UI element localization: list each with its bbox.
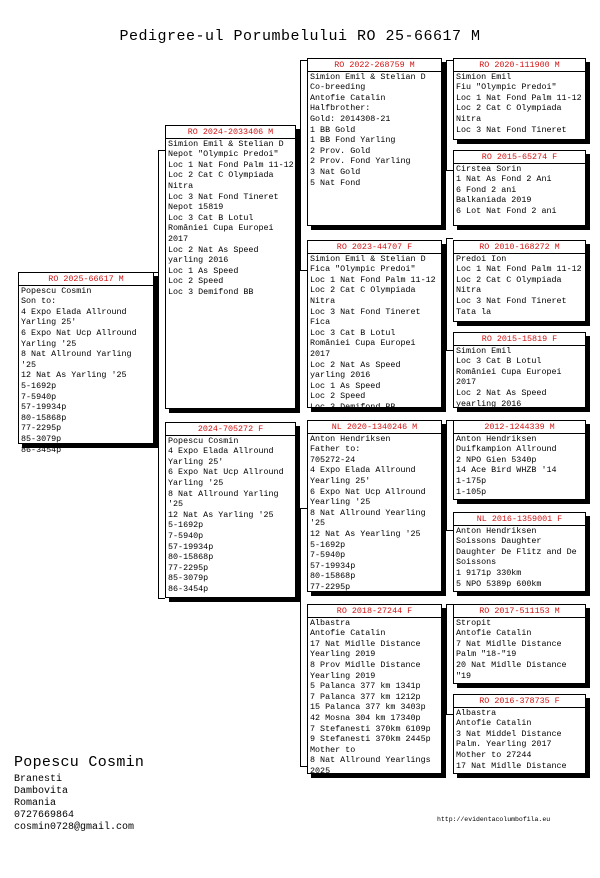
pedigree-line: 7-5940p [168, 530, 204, 541]
connector [446, 420, 447, 530]
pedigree-line: Loc 1 As Speed [310, 380, 381, 391]
pedigree-line: 86-3454p [21, 444, 62, 455]
pedigree-line: 7-5940p [21, 391, 57, 402]
pedigree-line: 1 Nat As Fond 2 Ani [456, 174, 552, 185]
owner-locality: Branesti [14, 774, 63, 785]
pedigree-line: Anton Hendriksen [456, 525, 537, 536]
pedigree-card-ssd[interactable] [453, 150, 586, 226]
pedigree-line: Antofie Catalin [310, 628, 386, 639]
ring-number: RO 2010-168272 M [454, 242, 585, 254]
pedigree-line: Co-breeding [310, 82, 366, 93]
pedigree-line: 2017 [310, 348, 331, 359]
pedigree-card-sdd[interactable] [453, 332, 586, 408]
pedigree-line: Loc 1 Nat Fond Palm 11-12 [456, 264, 582, 275]
ring-number: RO 2015-15819 F [454, 334, 585, 346]
pedigree-line: 80-15868p [310, 571, 356, 582]
pedigree-line: 7-5940p [310, 550, 346, 561]
pedigree-line: Fica [310, 317, 331, 328]
pedigree-line: 4 Expo Elada Allround [168, 446, 274, 457]
pedigree-line: "19 [456, 670, 472, 681]
pedigree-card-sss[interactable] [453, 58, 586, 140]
pedigree-line: Antofie Catalin [310, 92, 386, 103]
pedigree-line: Duifkampion Allround [456, 444, 557, 455]
pedigree-line: Soissons Daughter [456, 536, 542, 547]
pedigree-line: Nepot "Olympic Predoi" [168, 149, 279, 160]
pedigree-line: 2017 [168, 233, 189, 244]
connector [158, 598, 165, 599]
pedigree-line: Nitra [456, 285, 482, 296]
pedigree-line: 7 Stefanesti 370km 6109p [310, 723, 431, 734]
pedigree-line: 5 Nat Fond [310, 177, 361, 188]
pedigree-card-sire-dam[interactable] [307, 240, 442, 412]
pedigree-line: 14 Ace Bird WHZB '14 [456, 465, 557, 476]
pedigree-line: 6 Fond 2 ani [456, 184, 517, 195]
connector [446, 714, 453, 715]
pedigree-line: 2 Prov. Gold [310, 145, 371, 156]
pedigree-line: 1 9171p 330km [456, 567, 522, 578]
pedigree-line: Loc 3 Nat Fond Tineret [456, 124, 567, 135]
connector [446, 238, 453, 239]
pedigree-line: României Cupa Europei [456, 366, 562, 377]
pedigree-line: 12 Nat As Yearling '25 [310, 528, 421, 539]
website-link[interactable]: http://evidentacolumbofila.eu [437, 816, 551, 823]
pedigree-line: 57-19934p [168, 541, 214, 552]
connector [300, 60, 301, 270]
pedigree-line: Loc 3 Demifond BB [168, 286, 254, 297]
pedigree-line: Yarling '25 [21, 338, 77, 349]
pedigree-line: 8 Prov Midlle Distance [310, 659, 421, 670]
ring-number: 2012-1244339 M [454, 422, 585, 434]
pedigree-line: yarling 2016 [168, 255, 229, 266]
pedigree-line: '25 [310, 518, 326, 529]
pedigree-line: Palm "18-"19 [456, 649, 517, 660]
pedigree-line: Popescu Cosmin [168, 435, 239, 446]
pedigree-line: Balkaniada 2019 [456, 195, 532, 206]
pedigree-line: Yearling '25 [310, 497, 371, 508]
pedigree-line: Loc 2 Cat C Olympiada [168, 170, 274, 181]
pedigree-line: 77-2295p [310, 581, 351, 592]
pedigree-line: Yearling 25' [310, 475, 371, 486]
pedigree-line: Daughter De Flitz and De [456, 546, 577, 557]
pedigree-line: 1 BB Gold [310, 124, 356, 135]
pedigree-line: Yearling 2019 [310, 649, 376, 660]
pedigree-line: 17 Nat Midlle Distance [456, 760, 567, 771]
pedigree-line: 42 Mosna 304 km 17340p [310, 712, 421, 723]
pedigree-card-dam[interactable] [165, 422, 296, 598]
connector [300, 60, 307, 61]
pedigree-line: 1-105p [456, 486, 487, 497]
pedigree-line: 9 Stefanesti 370km 2445p [310, 734, 431, 745]
connector [446, 604, 453, 605]
connector [158, 150, 165, 151]
connector [300, 766, 307, 767]
pedigree-line: Albastra [456, 707, 497, 718]
connector [446, 604, 447, 714]
pedigree-card-subject[interactable] [18, 272, 154, 455]
pedigree-line: Cirstea Sorin [456, 163, 522, 174]
pedigree-line: Popescu Cosmin [21, 285, 92, 296]
pedigree-line: 2025 [310, 765, 331, 776]
pedigree-line: Loc 3 Cat B Lotul [310, 327, 396, 338]
pedigree-line: 8 Nat Allround Yarling [168, 488, 279, 499]
ring-number: RO 2022-268759 M [308, 60, 441, 72]
pedigree-line: Loc 2 Cat C Olympiada [310, 285, 416, 296]
pedigree-card-sire[interactable] [165, 125, 296, 409]
pedigree-line: Fica "Olympic Predoi" [310, 264, 416, 275]
pedigree-line: Simion Emil [456, 345, 512, 356]
pedigree-line: Yarling '25 [168, 477, 224, 488]
pedigree-line: 6 Expo Nat Ucp Allround [168, 467, 284, 478]
pedigree-line: Mother to [310, 744, 356, 755]
pedigree-line: Yearling 2019 [310, 670, 376, 681]
pedigree-line: 85-3079p [168, 573, 209, 584]
pedigree-line: Loc 3 Cat B Lotul [168, 212, 254, 223]
pedigree-line: Halfbrother: [310, 103, 371, 114]
connector [446, 530, 453, 531]
pedigree-line: 6 Expo Nat Ucp Allround [21, 327, 137, 338]
connector [446, 60, 447, 170]
pedigree-line: Simion Emil & Stelian D [168, 138, 284, 149]
pedigree-line: '25 [21, 359, 37, 370]
connector [446, 350, 453, 351]
pedigree-line: Loc 1 As Speed [168, 265, 239, 276]
pedigree-line: Anton Hendriksen [456, 433, 537, 444]
pedigree-line: Loc 1 Nat Fond Palm 11-12 [310, 274, 436, 285]
connector [300, 508, 307, 509]
ring-number: NL 2020-1340246 M [308, 422, 441, 434]
pedigree-line: '25 [168, 499, 184, 510]
pedigree-line: Loc 1 Nat Fond Palm 11-12 [456, 92, 582, 103]
pedigree-line: 12 Nat As Yarling '25 [21, 370, 127, 381]
pedigree-line: 5-1692p [168, 520, 204, 531]
pedigree-line: Antofie Catalin [456, 628, 532, 639]
connector [446, 60, 453, 61]
connector [158, 150, 159, 598]
pedigree-line: 2 NPO Gien 5340p [456, 454, 537, 465]
pedigree-line: Son to: [21, 296, 57, 307]
pedigree-line: Simion Emil & Stelian D [310, 71, 426, 82]
pedigree-line: Loc 2 Speed [310, 391, 366, 402]
pedigree-line: 6 Expo Nat Ucp Allround [310, 486, 426, 497]
pedigree-line: Loc 1 Nat Fond Palm 11-12 [168, 159, 294, 170]
pedigree-line: 8 Nat Allround Yarling [21, 349, 132, 360]
pedigree-line: Stropit [456, 617, 492, 628]
pedigree-line: Simion Emil & Stelian D [310, 253, 426, 264]
pedigree-line: Anton Hendriksen [310, 433, 391, 444]
pedigree-line: Loc 3 Nat Fond Tineret [456, 295, 567, 306]
pedigree-line: Albastra [310, 617, 351, 628]
pedigree-line: 6 Lot Nat Fond 2 ani [456, 205, 557, 216]
pedigree-line: Loc 3 Nat Fond Tineret [310, 306, 421, 317]
pedigree-line: Nitra [168, 180, 194, 191]
pedigree-line: Yarling 25' [168, 456, 224, 467]
pedigree-line: 2 Prov. Fond Yarling [310, 156, 411, 167]
pedigree-line: Antofie Catalin [456, 718, 532, 729]
ring-number: 2024-705272 F [166, 424, 295, 436]
pedigree-line: Father to: [310, 444, 361, 455]
pedigree-line: 12 Nat As Yarling '25 [168, 509, 274, 520]
pedigree-line: Nitra [456, 113, 482, 124]
owner-info [14, 754, 144, 834]
pedigree-line: 8 Nat Allround Yearlings [310, 755, 431, 766]
pedigree-line: 57-19934p [21, 402, 67, 413]
pedigree-line: 2017 [456, 377, 477, 388]
pedigree-line: 8 Nat Allround Yearling [310, 507, 426, 518]
pedigree-card-ddd[interactable] [453, 694, 586, 774]
ring-number: RO 2018-27244 F [308, 606, 441, 618]
pedigree-line: Loc 3 Demifond BB [310, 401, 396, 412]
pedigree-line: Mother to 27244 [456, 749, 532, 760]
ring-number: RO 2025-66617 M [19, 274, 153, 286]
pedigree-line: Palm. Yearling 2017 [456, 739, 552, 750]
connector [446, 420, 453, 421]
pedigree-line: 705272-24 [310, 454, 356, 465]
pedigree-line: Nepot 15819 [168, 202, 224, 213]
pedigree-line: 4 Expo Elada Allround [21, 306, 127, 317]
pedigree-line: 1-175p [456, 475, 487, 486]
pedigree-line: 4 Expo Elada Allround [310, 465, 416, 476]
pedigree-line: 5-1692p [21, 380, 57, 391]
connector [300, 508, 301, 766]
pedigree-line: 77-2295p [168, 562, 209, 573]
pedigree-line: Loc 2 Cat C Olympiada [456, 274, 562, 285]
pedigree-line: Loc 2 Nat As Speed [310, 359, 401, 370]
pedigree-line: 57-19934p [310, 560, 356, 571]
pedigree-card-dam-dam[interactable] [307, 604, 442, 774]
pedigree-line: Loc 3 Nat Fond Tineret [168, 191, 279, 202]
pedigree-line: Soissons [456, 557, 497, 568]
pedigree-line: 5 Palanca 377 km 1341p [310, 681, 421, 692]
pedigree-line: 20 Nat Midlle Distance [456, 659, 567, 670]
pedigree-card-dsd[interactable] [453, 512, 586, 592]
ring-number: RO 2017-511153 M [454, 606, 585, 618]
pedigree-line: Yarling 25' [21, 317, 77, 328]
pedigree-card-sds[interactable] [453, 240, 586, 322]
ring-number: NL 2016-1359001 F [454, 514, 585, 526]
pedigree-line: 85-3079p [21, 433, 62, 444]
connector [154, 272, 159, 273]
owner-phone: 0727669864 [14, 810, 75, 821]
pedigree-line: yarling 2016 [310, 370, 371, 381]
pedigree-line: Loc 3 Cat B Lotul [456, 356, 542, 367]
owner-email[interactable]: cosmin0728@gmail.com [14, 822, 135, 833]
pedigree-line: Predoi Ion [456, 253, 507, 264]
pedigree-line: 77-2295p [21, 423, 62, 434]
ring-number: RO 2023-44707 F [308, 242, 441, 254]
pedigree-line: 1 BB Fond Yarling [310, 135, 396, 146]
pedigree-line: Gold: 2014308-21 [310, 113, 391, 124]
pedigree-line: României Cupa Europei [168, 223, 274, 234]
pedigree-card-sire-sire[interactable] [307, 58, 442, 226]
connector [300, 270, 307, 271]
pedigree-line: Loc 2 Cat C Olympiada [456, 103, 562, 114]
ring-number: RO 2020-111900 M [454, 60, 585, 72]
pedigree-line: 3 Nat Gold [310, 166, 361, 177]
page-title: Pedigree-ul Porumbelului RO 25-66617 M [119, 28, 481, 45]
pedigree-line: 5 NPO 5389p 600km [456, 578, 542, 589]
pedigree-card-dds[interactable] [453, 604, 586, 684]
pedigree-line: Loc 2 Nat As Speed [168, 244, 259, 255]
pedigree-line: 7 Nat Midlle Distance [456, 638, 562, 649]
pedigree-line: Tata la [456, 306, 492, 317]
connector [446, 238, 447, 350]
pedigree-card-dss[interactable] [453, 420, 586, 500]
pedigree-line: 15 Palanca 377 km 3403p [310, 702, 426, 713]
ring-number: RO 2016-378735 F [454, 696, 585, 708]
pedigree-line: yearling 2016 [456, 398, 522, 409]
pedigree-line: României Cupa Europei [310, 338, 416, 349]
ring-number: RO 2024-2033406 M [166, 127, 295, 139]
pedigree-line: 80-15868p [21, 412, 67, 423]
ring-number: RO 2015-65274 F [454, 152, 585, 164]
pedigree-line: 86-3454p [168, 583, 209, 594]
pedigree-card-dam-sire[interactable] [307, 420, 442, 592]
pedigree-line: 80-15868p [168, 552, 214, 563]
connector [446, 170, 453, 171]
pedigree-line: 5-1692p [310, 539, 346, 550]
pedigree-line: Loc 2 Speed [168, 276, 224, 287]
pedigree-line: Simion Emil [456, 71, 512, 82]
pedigree-line: Fiu "Olympic Predoi" [456, 82, 557, 93]
pedigree-line: Nitra [310, 295, 336, 306]
owner-county: Dambovita [14, 786, 69, 797]
pedigree-line: Loc 2 Nat As Speed [456, 387, 547, 398]
owner-name: Popescu Cosmin [14, 754, 145, 771]
pedigree-line: 17 Nat Midlle Distance [310, 638, 421, 649]
pedigree-line: 7 Palanca 377 km 1212p [310, 691, 421, 702]
pedigree-line: 3 Nat Middel Distance [456, 728, 562, 739]
owner-country: Romania [14, 798, 57, 809]
